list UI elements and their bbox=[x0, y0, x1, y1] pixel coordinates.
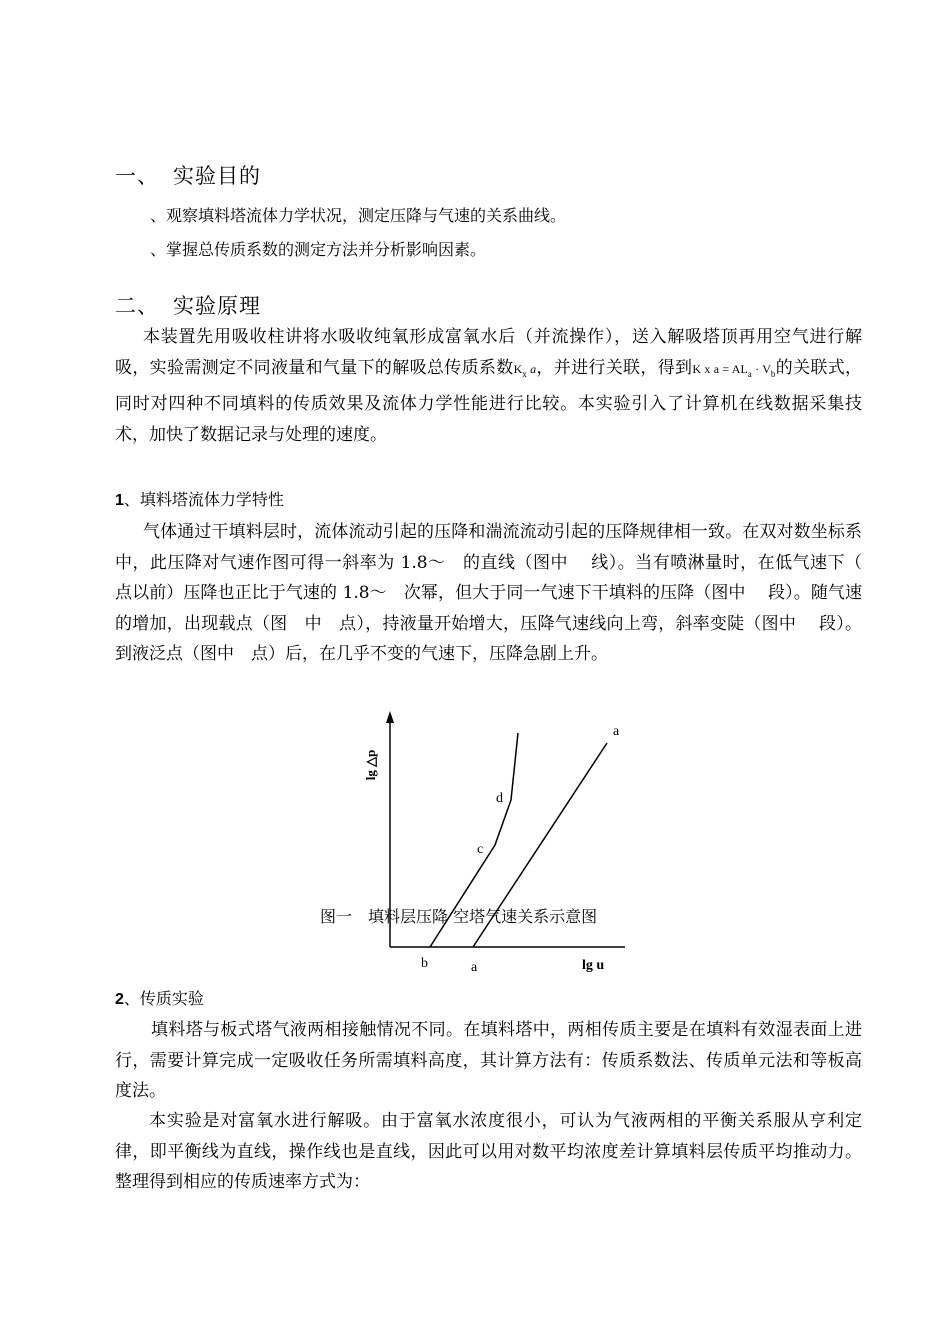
kxa-sub: x bbox=[522, 368, 527, 379]
formula-exp-a: a bbox=[747, 368, 752, 379]
principle-paragraph bbox=[115, 322, 862, 450]
subsection-1-title: 、填料塔流体力学特性 bbox=[123, 490, 284, 509]
correlation-formula bbox=[692, 361, 776, 379]
pressure-drop-diagram bbox=[345, 705, 635, 980]
hydrodynamics-paragraph: 气体通过干填料层时，流体流动引起的压降和湍流流动引起的压降规律相一致。在双对数坐标系中，此压降对气速作图可得一斜率为 1.8～ 的直线（图中 线）。当有喷淋量时，在低气速下（ 点以前）压降也正比于气速的 1.8～ 次幂，但大于同一气速下干填料的压降（图中 段）。随气速的增加，出现载点（图 中 点），持液量开始增大，压降气速线向上弯，斜率变陡（图中 段）。到液泛点（图中 点）后，在几乎不变的气速下，压降急剧上升。 bbox=[115, 522, 879, 664]
section-2-number: 二、 bbox=[115, 294, 159, 318]
label-c: c bbox=[477, 842, 484, 857]
label-b: b bbox=[421, 956, 428, 971]
x-axis-label: lg u bbox=[582, 958, 605, 973]
principle-text-c: 的关联式，同时对四种不同填料的传质效果及流体力学性能进行比较。本实验引入了计算机在线数据采集技术，加快了数据记录与处理的速度。 bbox=[115, 357, 863, 445]
kxa-a: a bbox=[530, 361, 537, 376]
section-1-title: 实验目的 bbox=[173, 164, 261, 188]
section-2-title: 实验原理 bbox=[173, 294, 261, 318]
mass-transfer-paragraph-2: 本实验是对富氧水进行解吸。由于富氧水浓度很小，可认为气液两相的平衡关系服从亨利定律，即平衡线为直线，操作线也是直线，因此可以用对数平均浓度差计算填料层传质平均推动力。整理得到相应的传质速率方式为： bbox=[115, 1111, 862, 1192]
label-a-bottom: a bbox=[471, 960, 478, 975]
pressure-drop-figure bbox=[345, 705, 635, 980]
subsection-2-title: 、传质实验 bbox=[123, 989, 204, 1008]
formula-main: K x a = AL bbox=[692, 361, 748, 376]
objective-item-1: 、观察填料塔流体力学状况，测定压降与气速的关系曲线。 bbox=[150, 206, 567, 225]
section-1-number: 一、 bbox=[115, 164, 159, 188]
section-2-heading bbox=[115, 290, 261, 320]
subsection-1-heading bbox=[115, 487, 284, 510]
label-a-top: a bbox=[613, 724, 620, 739]
subsection-2-number: 2 bbox=[115, 991, 124, 1008]
principle-text-b: ，并进行关联，得到 bbox=[536, 357, 693, 378]
formula-exp-b: b bbox=[770, 368, 776, 379]
y-axis-label: lg △p bbox=[363, 749, 378, 781]
principle-text-a: 本装置先用吸收柱讲将水吸收纯氧形成富氧水后（并流操作），送入解吸塔顶再用空气进行解吸，实验需测定不同液量和气量下的解吸总传质系数 bbox=[115, 327, 862, 378]
kxa-symbol bbox=[513, 361, 537, 379]
figure-caption: 图一 填料层压降 空塔气速关系示意图 bbox=[320, 907, 598, 926]
objective-item-2: 、掌握总传质系数的测定方法并分析影响因素。 bbox=[150, 240, 487, 259]
mass-transfer-paragraph-1: 填料塔与板式塔气液两相接触情况不同。在填料塔中，两相传质主要是在填料有效湿表面上进行，需要计算完成一定吸收任务所需填料高度，其计算方法有：传质系数法、传质单元法和等板高度法。 bbox=[115, 1020, 862, 1101]
subsection-1-number: 1 bbox=[115, 492, 124, 509]
subsection-2-heading bbox=[115, 986, 204, 1009]
label-d: d bbox=[496, 791, 503, 806]
section-1-heading bbox=[115, 160, 261, 190]
kxa-k: K bbox=[513, 361, 523, 376]
y-axis-arrow bbox=[386, 711, 394, 723]
formula-mid: · V bbox=[751, 361, 771, 376]
